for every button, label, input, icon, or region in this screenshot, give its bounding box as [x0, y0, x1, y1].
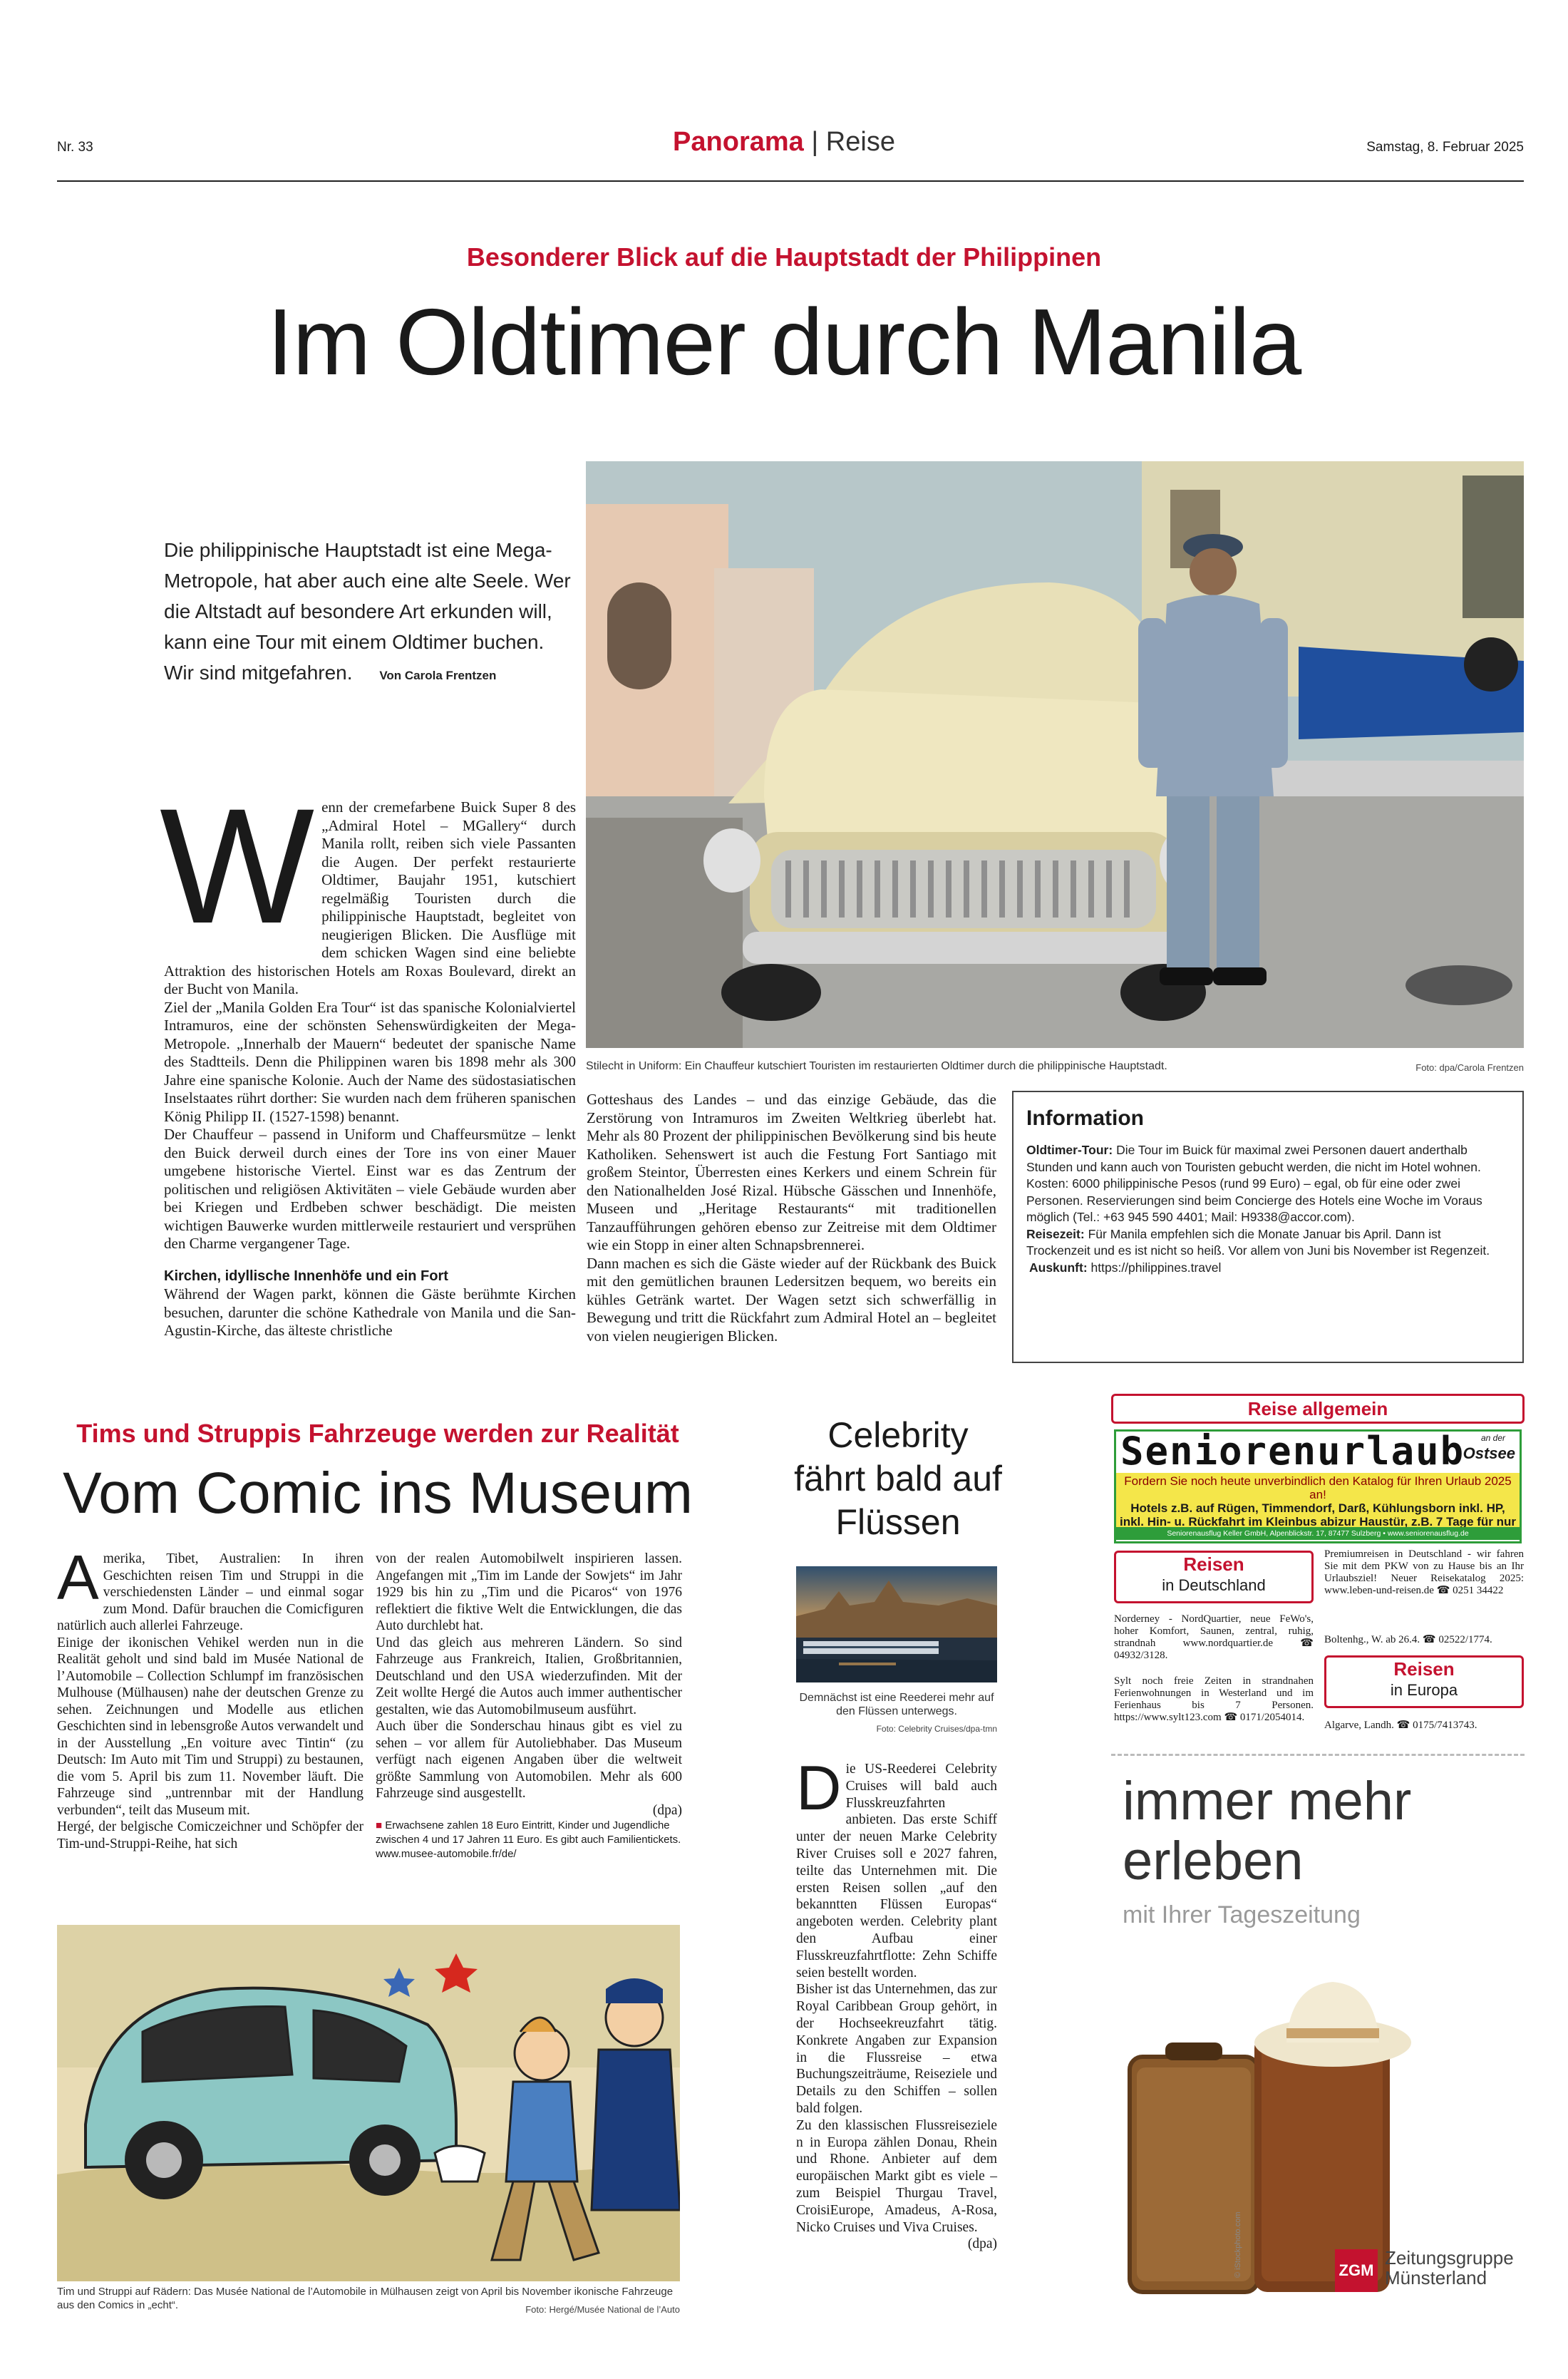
ads-separator	[1111, 1754, 1525, 1756]
classified-boltenhagen: Boltenhg., W. ab 26.4. ☎ 02522/1774.	[1324, 1634, 1492, 1645]
senior-ad-sup1: an der	[1480, 1433, 1505, 1443]
section-title: Panorama | Reise	[673, 127, 895, 157]
article1-para2: Ziel der „Manila Golden Era Tour“ ist das spanische Kolonialviertel Intramuros, eine der schönsten Sehenswürdigkeiten der Mega-Metropole. „Innerhalb der Mauern“ bedeutet der spanische Name des Stadtteils. Denn die Philippinen waren bis 1898 mehr als 300 Jahre eine spanische Kolonie. Auch der Name des südostasiatischen Inselstaates rührt dorther: Sie wurden nach dem früheren spanischen König Philipp II. (1527-1598) benannt.	[164, 998, 576, 1125]
cruise-photo-svg	[796, 1566, 997, 1682]
category-box-germany-title: Reisen	[1183, 1553, 1244, 1575]
article1-dropcap: W	[160, 774, 315, 957]
category-box-europe-sub: in Europa	[1390, 1681, 1458, 1699]
classified-premium: Premiumreisen in Deutschland - wir fahren Sie mit dem PKW von zu Hause bis an Ihr Urlaubsziel! Neuer Reisekatalog 2025: www.leben-und-reisen.de ☎ 0251 34422	[1324, 1548, 1524, 1596]
tintin-caption: Tim und Struppi auf Rädern: Das Musée National de l’Automobile in Mülhausen zeigt von April bis November ikonische Fahrzeuge aus den Comics in „echt“.	[57, 2286, 674, 2311]
promo-line2: erleben	[1123, 1831, 1304, 1891]
buick-photo-caption: Stilecht in Uniform: Ein Chauffeur kutschiert Touristen im restaurierten Oldtimer durch die philippinische Hauptstadt.	[586, 1060, 1167, 1072]
senior-ad-line2: Hotels z.B. auf Rügen, Timmendorf, Darß, Kühlungsborn inkl. HP, inkl. Hin- u. Rückfahrt im Kleinbus abizur Haustür, z.B. 7 Tage für nur	[1119, 1501, 1517, 1527]
info-tour-text: Die Tour im Buick für maximal zwei Personen dauert anderthalb Stunden und kann auch von Touristen gebucht werden, die nicht im Hotel wohnen. Kosten: 6000 philippinische Pesos (rund 99 Euro) – egal, ob für eine oder zwei Personen. Reservierungen sind beim Concierge des Hotels eine Woche im Voraus möglich (Tel.: +63 945 590 4401; Mail: H9338@accor.com).	[1026, 1143, 1482, 1224]
category-box-germany-sub: in Deutschland	[1162, 1576, 1266, 1594]
article2-col2-p2: Und das gleich aus mehreren Ländern. So sind Fahrzeuge aus Frankreich, Italien, Großbritannien, Deutschland und den USA wiederzufinden. Mit der Zeit wollte Hergé die Autos auch immer authentischer gestalten, wie das Automobilmuseum ausführt.	[376, 1635, 682, 1717]
promo-line1: immer mehr	[1123, 1771, 1412, 1831]
article2-column1	[57, 1542, 363, 1852]
classified-algarve: Algarve, Landh. ☎ 0175/7413743.	[1324, 1720, 1477, 1731]
article1-kicker: Besonderer Blick auf die Hauptstadt der Philippinen	[466, 242, 1102, 272]
category-box-europe[interactable]	[1324, 1655, 1524, 1708]
header-rule	[57, 180, 1524, 182]
info-link-label: Auskunft:	[1029, 1260, 1088, 1275]
stock-credit: © iStockphoto.com	[1234, 2211, 1242, 2278]
article2-kicker: Tims und Struppis Fahrzeuge werden zur Realität	[76, 1419, 679, 1448]
article1-col2-p2: Dann machen es sich die Gäste wieder auf der Rückbank des Buick mit den gemütlichen braunen Ledersitzen bequem, wo bereits ein kühles Getränk wartet. Der Wagen setzt sich schwerfällig in Bewegung und tritt die Rückfahrt zum Admiral Hotel an – begleitet von vielen neugierigen Blicken.	[587, 1254, 996, 1345]
article3-p3: Zu den klassischen Flussreiseziele n in Europa zählen Donau, Rhein und Rhone. Anbieter auf dem europäischen Markt gibt es viele – zum Beispiel Thurgau Travel, CroisiEurope, Amadeus, A-Rosa, Nicko Cruises und Viva Cruises.	[796, 2117, 997, 2235]
article3-p2: Bisher ist das Unternehmen, das zur Royal Caribbean Group gehört, in der Hochseekreuzfahrt tätig. Konkrete Angaben zur Expansion in die Flussreise – etwa Buchungszeiträume, Reiseziele und Details zu den Schiffen – sollen bald folgen.	[796, 1982, 997, 2116]
promo-subline: mit Ihrer Tageszeitung	[1123, 1901, 1361, 1928]
article1-column1	[160, 774, 576, 1340]
article2-col1-p2: Einige der ikonischen Vehikel werden nun in die Realität geholt und sind bald im Musée National de l’Automobile – Collection Schlumpf im französischen Mulhouse (Mülhausen) nahe der deutschen Grenze zu sehen. Zeichnungen und Modelle aus etlichen Geschichten sind in lebensgroße Autos verwandelt und in der Ausstellung „En voiture avec Tintin“ (zu Deutsch: Im Auto mit Tim und Struppi) zu bestaunen, die vom 5. April bis zum 11. November läuft. Die Fahrzeuge sind „untrennbar mit der Handlung verbunden“, teilt das Museum mit.	[57, 1635, 363, 1818]
info-tour	[1026, 1142, 1508, 1226]
article2-col2-note: ■ Erwachsene zahlen 18 Euro Eintritt, Kinder und Jugendliche zwischen 4 und 17 Jahren 11 Euro. Es gibt auch Familientickets. www.musee-automobile.fr/de/	[376, 1819, 681, 1860]
info-season-label: Reisezeit:	[1026, 1226, 1085, 1241]
senior-ad-title: Seniorenurlaub	[1120, 1429, 1465, 1474]
buick-photo-svg	[586, 461, 1524, 1048]
article1-col2-p1: Gotteshaus des Landes – und das einzige Gebäude, das die Zerstörung von Intramuros im Zweiten Weltkrieg überlebt hat. Mehr als 80 Prozent der philippinischen Bevölkerung sind bis heute Katholiken. Sehenswert ist auch die Festung Fort Santiago mit großem Steintor, Überresten eines Kerkers und einem Schrein für den Nationalhelden José Rizal. Hübsche Gässchen und Innenhöfe, Museen und „Heritage Restaurants“ mit traditionellen Tanzaufführungen gehören ebenso zur Zeitreise mit dem Oldtimer wie ein Stopp in einer alten Schnapsbrennerei.	[587, 1091, 996, 1253]
byline: Von Carola Frentzen	[379, 669, 497, 682]
issue-date: Samstag, 8. Februar 2025	[1366, 140, 1524, 155]
article2-col2-p3: Auch über die Sonderschau hinaus gibt es viel zu sehen – vor allem für Autoliebhaber. Das Museum verfügt nach eigenen Angaben über die weltweit größte Sammlung von Automobilen. Mehr als 600 Fahrzeuge sind ausgestellt.	[376, 1719, 682, 1801]
cruise-credit: Foto: Celebrity Cruises/dpa-tmn	[876, 1724, 997, 1734]
tintin-credit: Foto: Hergé/Musée National de l’Auto	[525, 2304, 680, 2315]
cruise-caption: Demnächst ist eine Reederei mehr auf den Flüssen unterwegs.	[799, 1692, 994, 1717]
article1-subhead: Kirchen, idyllische Innenhöfe und ein Fort	[164, 1268, 448, 1284]
article2-column2	[376, 1551, 682, 1861]
article1-para3: Der Chauffeur – passend in Uniform und Chaffeursmütze – lenkt den Buick derweil durch eines der Tore ins von einer Mauer umgebene historische Viertel. Einst war es das Zentrum der politischen und religiösen Aktivitäten – viele Gebäude wurden aber bei Kriegen und Erdbeben schwer beschädigt. Die meisten wichtigen Bauwerke wurden mittlerweile restauriert und versprühen den Charme vergangener Tage.	[164, 1126, 576, 1252]
article1-para4: Während der Wagen parkt, können die Gäste berühmte Kirchen besuchen, darunter die schöne Kathedrale von Manila und die San-Agustin-Kirche, das älteste christliche	[164, 1285, 576, 1339]
section-name: Panorama	[673, 127, 804, 157]
subsection-name: Reise	[825, 127, 895, 157]
info-link-url[interactable]: https://philippines.travel	[1090, 1260, 1222, 1275]
article2-col1-p3: Hergé, der belgische Comiczeichner und Schöpfer der Tim-und-Struppi-Reihe, hat sich	[57, 1819, 363, 1851]
category-box-europe-title: Reisen	[1393, 1658, 1455, 1680]
senior-ad-body	[1116, 1473, 1520, 1527]
info-season-text: Für Manila empfehlen sich die Monate Januar bis April. Dann ist Trockenzeit und es ist nicht so heiß. Vor allem von Juni bis November ist Regenzeit.	[1026, 1226, 1490, 1258]
cruise-photo	[796, 1566, 997, 1682]
info-link	[1029, 1260, 1508, 1277]
senior-ad[interactable]	[1114, 1429, 1522, 1543]
senior-ad-line1: Fordern Sie noch heute unverbindlich den Katalog für Ihren Urlaub 2025 an!	[1124, 1474, 1512, 1501]
category-box-germany[interactable]	[1114, 1551, 1314, 1603]
article1-headline: Im Oldtimer durch Manila	[267, 289, 1301, 394]
buick-photo-credit: Foto: dpa/Carola Frentzen	[1415, 1062, 1524, 1073]
info-season	[1026, 1226, 1508, 1260]
issue-number: Nr. 33	[57, 140, 93, 155]
info-tour-label: Oldtimer-Tour:	[1026, 1143, 1113, 1157]
zgm-name-line1: Zeitungsgruppe	[1385, 2247, 1514, 2268]
article2-col1-p1: merika, Tibet, Australien: In ihren Geschichten reisen Tim und Struppi in die verschiedensten Länder – und einmal sogar zum Mond. Dafür brauchen die Comicfiguren natürlich auch allerlei Fahrzeuge.	[57, 1551, 363, 1633]
ads-header	[1111, 1394, 1525, 1424]
article3-body	[796, 1752, 997, 2253]
article2-headline: Vom Comic ins Museum	[62, 1461, 693, 1526]
senior-ad-line3: Seniorenausflug Keller GmbH, Alpenblickstr. 17, 87477 Sulzberg • www.seniorenausflug.de	[1116, 1527, 1520, 1540]
article2-note-text: Erwachsene zahlen 18 Euro Eintritt, Kinder und Jugendliche zwischen 4 und 17 Jahren 11 Euro. Es gibt auch Familientickets. www.musee-automobile.fr/de/	[376, 1819, 681, 1860]
classified-norderney: Norderney - NordQuartier, neue FeWo's, hoher Komfort, Saunen, zentral, ruhig, strandnah www.nordquartier.de ☎ 04932/3128.	[1114, 1613, 1314, 1661]
info-box-title: Information	[1026, 1106, 1144, 1130]
article3-headline: Celebrity fährt bald auf Flüssen	[794, 1415, 1002, 1542]
suitcase-photo-svg	[1123, 1943, 1411, 2296]
buick-photo	[586, 461, 1524, 1048]
article3-dropcap: D	[796, 1752, 842, 1823]
article2-col2-p1: von der realen Automobilwelt inspirieren lassen. Angefangen mit „Tim im Lande der Sowjets“ im Jahr 1929 bis hin zu „Tim und die Picaros“ von 1976 reflektiert die fiktive Welt die Entwicklungen, die das Auto durchlebt hat.	[376, 1551, 682, 1633]
article1-lead: enn der cremefarbene Buick Super 8 des „Admiral Hotel – MGallery“ durch Manila rollt, reiben sich viele Passanten die Augen. Der perfekt restaurierte Oldtimer, Baujahr 1951, kutschiert regelmäßig Touristen durch die philippinische Hauptstadt, begleitet von neugierigen Blicken. Die Ausflüge mit dem schicken Wagen sind eine beliebte Attraktion des historischen Hotels am Roxas Boulevard, direkt an der Bucht von Manila.	[164, 798, 576, 997]
ads-header-label: Reise allgemein	[1247, 1398, 1388, 1419]
article3-p1: ie US-Reederei Celebrity Cruises will bald auch Flusskreuzfahrten anbieten. Das erste Schiff unter der neuen Marke Celebrity River Cruises soll e 2027 fahren, teilte das Unternehmen mit. Die ersten Reisen sollen „auf den bekanntten Flüssen Europas“ angeboten werden. Celebrity plant den Aufbau einer Flusskreuzfahrtflotte: Zehn Schiffe seien bestellt worden.	[796, 1762, 997, 1980]
teaser-text: Die philippinische Hauptstadt ist eine Mega-Metropole, hat aber auch eine alte Seele. Wer die Altstadt auf besondere Art erkunden will, kann eine Tour mit einem Oldtimer buchen. Wir sind mitgefahren.	[164, 539, 571, 684]
article2-dropcap: A	[57, 1542, 99, 1613]
article2-col2-src: (dpa)	[652, 1802, 682, 1818]
zgm-logo: ZGM	[1335, 2249, 1378, 2292]
suitcase-photo	[1123, 1943, 1411, 2296]
promo-headline	[1123, 1772, 1411, 1891]
tintin-illustration	[57, 1925, 680, 2281]
senior-ad-sup2: Ostsee	[1463, 1444, 1515, 1462]
article1-teaser	[164, 535, 577, 691]
classified-sylt: Sylt noch freie Zeiten in strandnahen Ferienwohnungen in Westerland und im Ferienhaus bis 7 Personen. https://www.sylt123.com ☎ 0171/2054014.	[1114, 1675, 1314, 1723]
article3-src: (dpa)	[967, 2236, 997, 2252]
tintin-illustration-svg	[57, 1925, 680, 2281]
zgm-name-line2: Münsterland	[1385, 2267, 1487, 2288]
info-box	[1012, 1091, 1524, 1363]
article1-column2	[587, 1091, 996, 1345]
zgm-name	[1385, 2248, 1514, 2288]
